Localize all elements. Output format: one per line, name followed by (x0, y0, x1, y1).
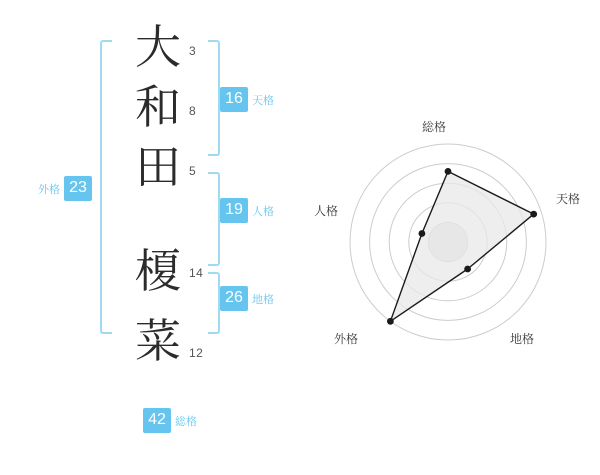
badge-jinkaku (220, 198, 274, 223)
badge-soukaku (143, 408, 197, 433)
badge-jinkaku-value: 19 (220, 198, 248, 223)
badge-tenkaku-label: 天格 (252, 94, 274, 107)
badge-soukaku-label: 総格 (175, 415, 197, 428)
name-stroke-panel (0, 0, 300, 470)
stroke-count: 12 (189, 346, 204, 360)
stroke-count: 5 (189, 164, 197, 178)
badge-gaikaku-label: 外格 (38, 183, 60, 196)
badge-chikaku (220, 286, 274, 311)
stroke-count: 14 (189, 266, 204, 280)
radar-axis-label-soukaku: 総格 (422, 120, 447, 134)
name-character: 大 (135, 20, 181, 74)
badge-jinkaku-label: 人格 (252, 205, 274, 218)
name-character: 和 (135, 80, 181, 134)
badge-chikaku-value: 26 (220, 286, 248, 311)
radar-chart (300, 0, 600, 470)
badge-tenkaku-value: 16 (220, 87, 248, 112)
name-character: 菜 (135, 314, 181, 368)
radar-axis-label-jinkaku: 人格 (314, 204, 339, 218)
name-character: 榎 (135, 244, 181, 298)
badge-tenkaku (220, 87, 274, 112)
stroke-count: 8 (189, 104, 197, 118)
bracket-gaikaku (100, 40, 112, 334)
badge-gaikaku (38, 176, 92, 201)
badge-chikaku-label: 地格 (252, 293, 274, 306)
radar-chart-panel (300, 0, 600, 470)
bracket-tenkaku (208, 40, 220, 156)
badge-gaikaku-value: 23 (64, 176, 92, 201)
badge-soukaku-value: 42 (143, 408, 171, 433)
radar-axis-label-gaikaku: 外格 (334, 332, 359, 346)
name-character: 田 (135, 140, 181, 194)
bracket-chikaku (208, 272, 220, 334)
bracket-jinkaku (208, 172, 220, 266)
radar-axis-label-tenkaku: 天格 (556, 192, 581, 206)
stroke-count: 3 (189, 44, 197, 58)
radar-axis-label-chikaku: 地格 (510, 332, 535, 346)
